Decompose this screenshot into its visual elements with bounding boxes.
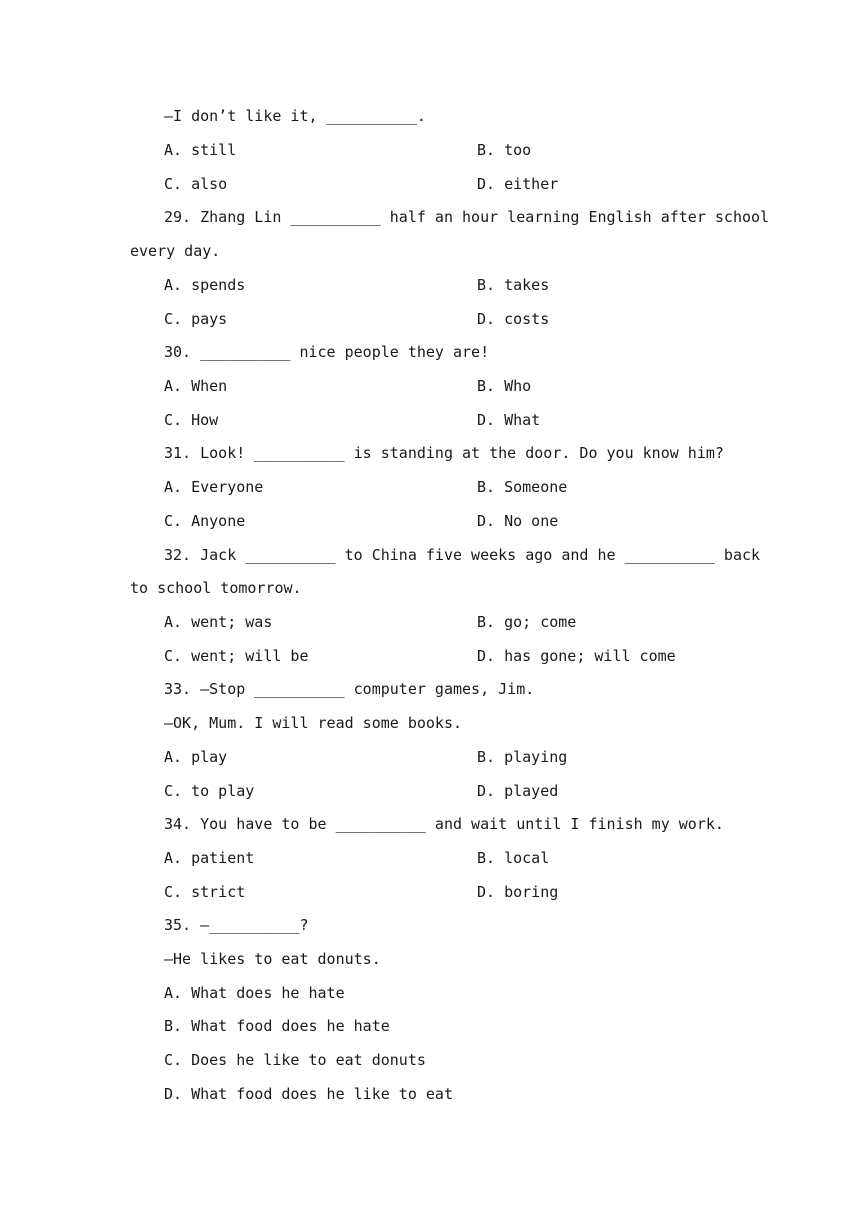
q29-option-c: C. pays (164, 310, 228, 328)
q34-option-a: A. patient (164, 849, 255, 867)
q31-option-b: B. Someone (477, 478, 568, 496)
q35-option-d: D. What food does he like to eat (164, 1085, 453, 1103)
question-31-stem: 31. Look! __________ is standing at the door. Do you know him? (164, 444, 724, 462)
q28-option-b: B. too (477, 141, 532, 159)
q33-option-b: B. playing (477, 748, 568, 766)
question-34-stem: 34. You have to be __________ and wait until I finish my work. (164, 815, 724, 833)
q32-option-b: B. go; come (477, 613, 577, 631)
q35-option-a: A. What does he hate (164, 984, 345, 1002)
q28-option-d: D. either (477, 175, 559, 193)
q34-option-b: B. local (477, 849, 550, 867)
question-35-stem: 35. —__________? (164, 916, 309, 934)
q31-option-d: D. No one (477, 512, 559, 530)
q30-option-a: A. When (164, 377, 228, 395)
question-32-stem: 32. Jack __________ to China five weeks ago and he __________ back (164, 546, 761, 564)
q28-option-a: A. still (164, 141, 237, 159)
q31-option-c: C. Anyone (164, 512, 246, 530)
q34-option-d: D. boring (477, 883, 559, 901)
q31-option-a: A. Everyone (164, 478, 264, 496)
q33-option-c: C. to play (164, 782, 255, 800)
q32-option-d: D. has gone; will come (477, 647, 676, 665)
q28-option-c: C. also (164, 175, 228, 193)
q32-option-c: C. went; will be (164, 647, 309, 665)
question-29-stem-cont: every day. (130, 242, 221, 260)
q29-option-d: D. costs (477, 310, 550, 328)
q30-option-d: D. What (477, 411, 541, 429)
q33-option-d: D. played (477, 782, 559, 800)
q29-option-b: B. takes (477, 276, 550, 294)
question-35-reply: —He likes to eat donuts. (164, 950, 381, 968)
question-33-reply: —OK, Mum. I will read some books. (164, 714, 463, 732)
question-28-continuation: —I don’t like it, __________. (164, 107, 426, 125)
q35-option-c: C. Does he like to eat donuts (164, 1051, 426, 1069)
q34-option-c: C. strict (164, 883, 246, 901)
q32-option-a: A. went; was (164, 613, 273, 631)
q29-option-a: A. spends (164, 276, 246, 294)
q30-option-b: B. Who (477, 377, 532, 395)
q33-option-a: A. play (164, 748, 228, 766)
question-32-stem-cont: to school tomorrow. (130, 579, 302, 597)
q30-option-c: C. How (164, 411, 219, 429)
question-29-stem: 29. Zhang Lin __________ half an hour learning English after school (164, 208, 770, 226)
question-33-stem: 33. —Stop __________ computer games, Jim. (164, 680, 535, 698)
q35-option-b: B. What food does he hate (164, 1017, 390, 1035)
question-30-stem: 30. __________ nice people they are! (164, 343, 490, 361)
